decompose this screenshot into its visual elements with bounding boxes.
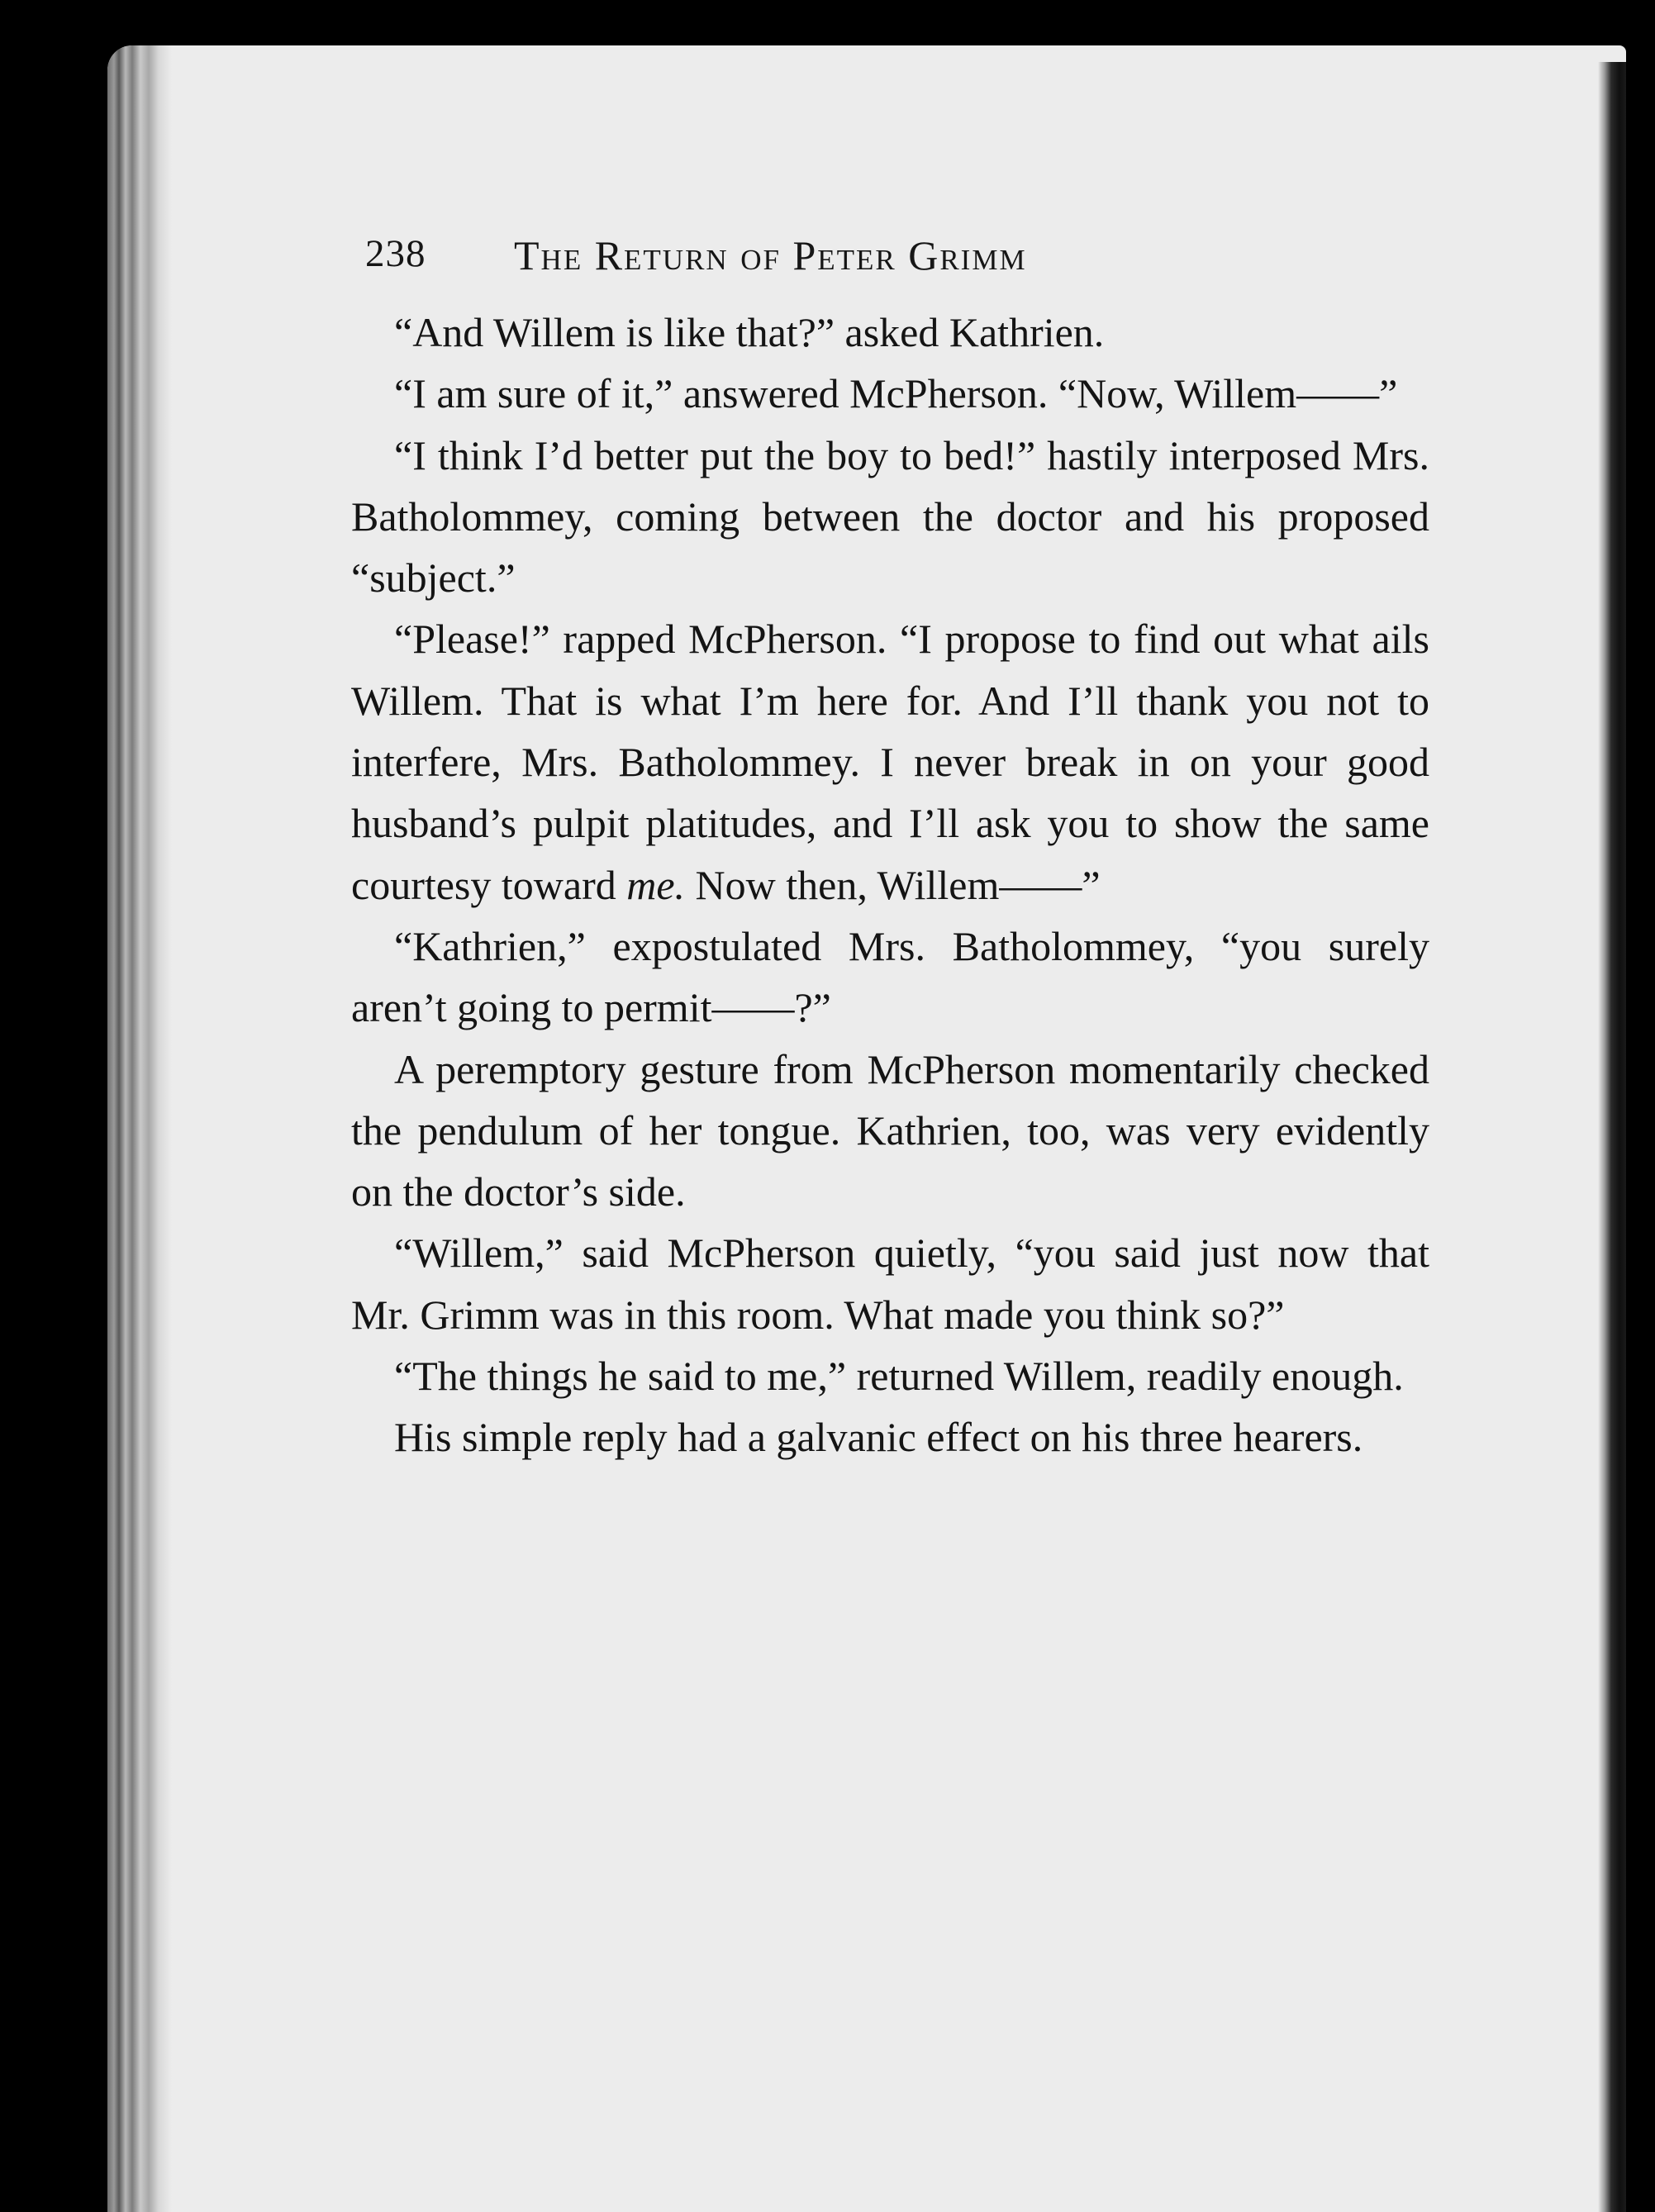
running-head bbox=[365, 231, 1299, 281]
paragraph: “And Willem is like that?” asked Kathrien. bbox=[394, 309, 1105, 355]
paragraph-text: “Please!” rapped McPherson. “I propose to find out what ails Willem. That is what I’m here for. And I’ll thank you not to interfere, Mrs. Batholommey. I never break in on your good husband’s pulpit platitudes, and I’ll ask you to show the same courtesy toward bbox=[351, 616, 1429, 908]
page-edge-shadow bbox=[1598, 62, 1626, 2212]
paragraph: “Willem,” said McPherson quietly, “you said just now that Mr. Grimm was in this room. What made you think so?” bbox=[351, 1230, 1429, 1338]
paragraph: “The things he said to me,” returned Willem, readily enough. bbox=[394, 1353, 1404, 1400]
paragraph: “Kathrien,” expostulated Mrs. Batholommey, “you surely aren’t going to permit——?” bbox=[351, 922, 1429, 1031]
paragraph: “I think I’d better put the boy to bed!” hastily interposed Mrs. Batholommey, coming between the doctor and his proposed “subject.” bbox=[351, 431, 1429, 602]
paragraph-text: Now then, Willem——” bbox=[685, 861, 1101, 908]
paragraph: A peremptory gesture from McPherson momentarily checked the pendulum of her tongue. Kathrien, too, was very evidently on the doctor’s side. bbox=[351, 1045, 1429, 1215]
paragraph: “I am sure of it,” answered McPherson. “Now, Willem——” bbox=[394, 370, 1398, 417]
book-binding-gutter bbox=[107, 45, 172, 2212]
body-text bbox=[351, 302, 1429, 1468]
paragraph: His simple reply had a galvanic effect on his three hearers. bbox=[394, 1414, 1363, 1461]
emphasized-word: me. bbox=[626, 861, 686, 908]
paragraph bbox=[351, 608, 1429, 915]
page-number: 238 bbox=[365, 232, 426, 275]
running-title: The Return of Peter Grimm bbox=[514, 232, 1027, 278]
